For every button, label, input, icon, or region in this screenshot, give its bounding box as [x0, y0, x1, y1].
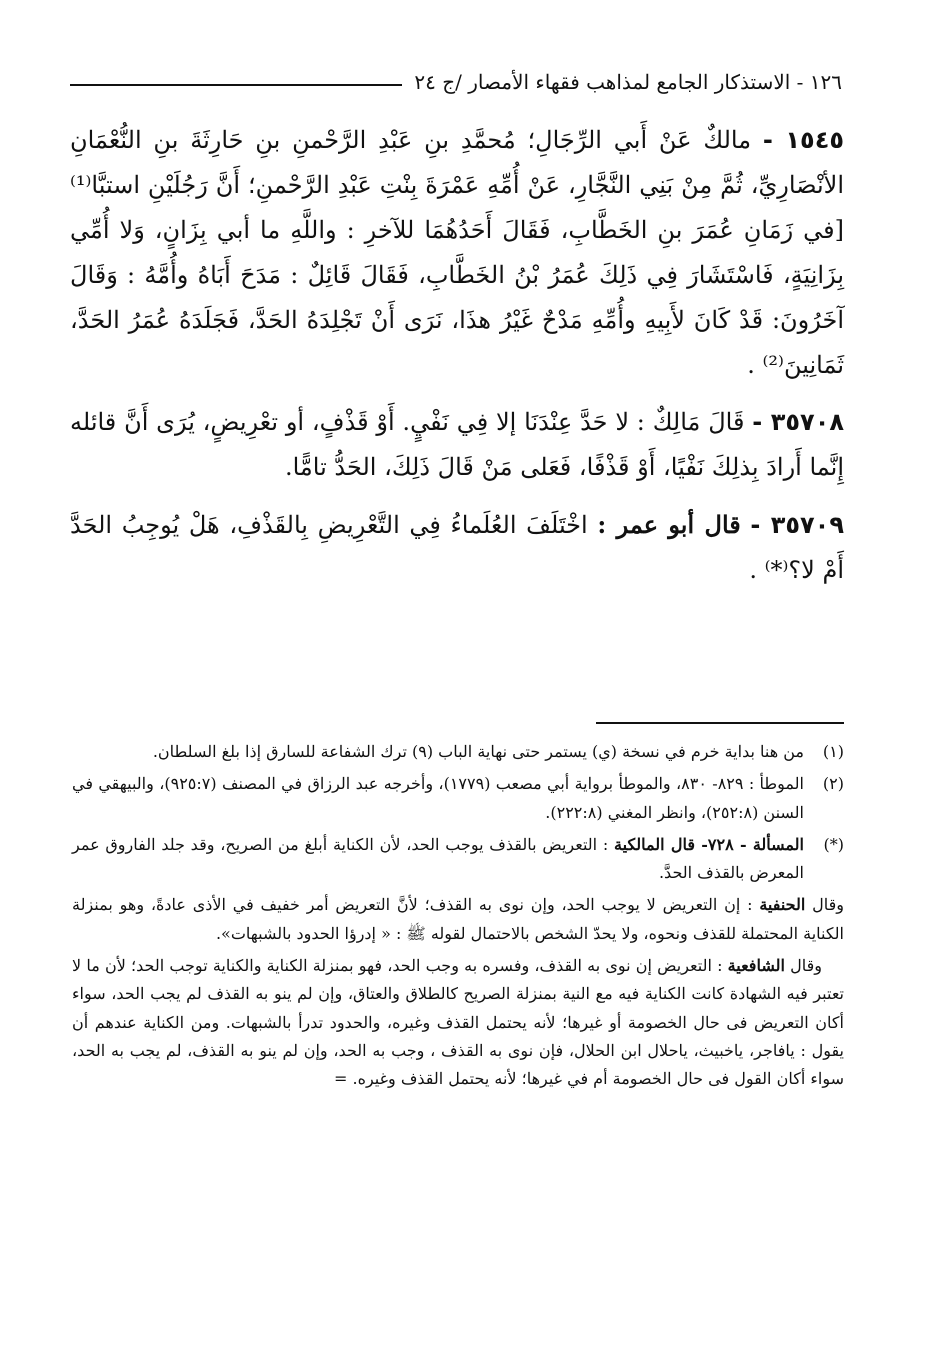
- footnote-star: [72, 831, 844, 888]
- paragraph-number: ٣٥٧٠٩ -: [750, 511, 844, 539]
- header-rule: [70, 84, 402, 86]
- footnote-bold-lead: المسألة - ٧٢٨- قال المالكية: [614, 834, 805, 854]
- speaker-label: قال أبو عمر :: [597, 510, 741, 539]
- hadith-paragraph: [70, 118, 844, 388]
- footnote-marker: (١): [822, 742, 844, 761]
- paragraph-text: مالكٌ عَنْ أَبي الرِّجَالِ؛ مُحمَّدِ بنِ عَبْدِ الرَّحْمنِ بنِ حَارِثَةَ بنِ النُّعْمَانِ الأنْصَارِيِّ، ثُمَّ مِنْ بَنِي النَّجَّارِ، عَنْ أُمِّهِ عَمْرَةَ بِنْتِ عَبْدِ الرَّحْمنِ؛ أَنَّ رَجُلَيْنِ استبَّا⁽¹⁾ [في زَمَانِ عُمَرَ بنِ الخَطَّابِ، فَقَالَ أَحَدُهُمَا للآخرِ : واللَّهِ ما أبي بِزَانٍ، وَلا أُمِّي بِزَانِيَةٍ، فَاسْتَشَارَ فِي ذَلِكَ عُمَرُ بْنُ الخَطَّابِ، فَقَالَ قَائِلٌ : مَدَحَ أَبَاهُ وأُمَّهُ : وَقَالَ آخَرُونَ: قَدْ كَانَ لأَبِيهِ وأُمِّهِ مَدْحٌ غَيْرُ هذَا، نَرَى أَنْ تَجْلِدَهُ الحَدَّ، فَجَلَدَهُ عُمَرُ الحَدَّ، ثَمَانِينَ⁽²⁾ .: [70, 126, 844, 379]
- footnote-text: : إن التعريض لا يوجب الحد، وإن نوى به القذف؛ لأنَّ التعريض أمر خفيف في الأذى عادةً، وهو بمنزلة الكناية المحتملة للقذف ونحوه، ولا يحدّ الشخص بالاحتمال لقوله ﷺ : « إدرؤا الحدود بالشبهات».: [72, 895, 844, 943]
- footnote-bold-lead: الحنفية: [759, 895, 806, 915]
- footnote-bold-lead: الشافعية: [727, 956, 785, 976]
- paragraph-number: ١٥٤٥ -: [762, 126, 844, 154]
- main-text: [70, 118, 844, 605]
- paragraph-text: اخْتَلَفَ العُلَماءُ فِي التَّعْرِيضِ بِالقَذْفِ، هَلْ يُوجِبُ الحَدَّ أَمْ لا؟⁽*⁾ .: [70, 511, 844, 584]
- footnote-text: : التعريض إن نوى به القذف، وفسره به وجب الحد، فهو بمنزلة الكناية والكناية توجب الحد؛ لأن ما لا تعتبر فيه الشهادة كانت الكناية فيه مع النية بمنزلة الصريح كالطلاق والعتاق، وإن لم ينو به القذف لم يجب الحد، سواء أكان التعريض فى حال الخصومة أو غيرها؛ لأنه يحتمل القذف وغيره، والحدود تدرأ بالشبهات. ومن الكناية عندهم أن يقول : يافاجر، ياخبيث، ياحلال ابن الحلال، فإن نوى به القذف ، وجب به الحد، وإن لم ينو به القذف، لم يجب به الحد، سواء أكان القول فى حال الخصومة أم في غيرها؛ لأنه يحتمل القذف وغيره. =: [72, 956, 844, 1089]
- footnote-text: : التعريض بالقذف يوجب الحد، لأن الكناية أبلغ من الصريح، وقد جلد الفاروق عمر المعرض بالقذف الحدَّ.: [72, 834, 804, 883]
- footnotes: [72, 738, 844, 1098]
- footnote-lead: وقال: [790, 956, 822, 976]
- footnote-2: [72, 770, 844, 827]
- running-title: ١٢٦ - الاستذكار الجامع لمذاهب فقهاء الأمصار /ج ٢٤: [414, 70, 842, 94]
- paragraph-number: ٣٥٧٠٨ -: [752, 408, 844, 436]
- footnote-text: الموطأ : ٨٢٩- ٨٣٠، والموطأ برواية أبي مصعب (١٧٧٩)، وأخرجه عبد الرزاق في المصنف (٩٢٥:٧)، والبيهقي في السنن (٢٥٢:٨)، وانظر المغني (٢٢٢:٨).: [72, 774, 805, 822]
- footnote-1: [72, 738, 844, 766]
- footnote-marker: (٢): [822, 774, 844, 794]
- footnote-text: من هنا بداية خرم في نسخة (ي) يستمر حتى نهاية الباب (٩) ترك الشفاعة للسارق إذا بلغ السلطان.: [152, 742, 804, 761]
- running-header: [70, 54, 842, 94]
- malik-paragraph: [70, 400, 844, 490]
- footnote-shafii: [72, 952, 844, 1093]
- footnote-hanafi: [72, 891, 844, 948]
- abu-umar-paragraph: [70, 502, 844, 593]
- paragraph-text: قَالَ مَالِكٌ : لا حَدَّ عِنْدَنَا إلا فِي نَفْيٍ. أَوْ قَذْفٍ، أو تعْرِيضٍ، يُرَى أَنَّ قائله إِنَّما أَرادَ بِذلِكَ نَفْيًا، أَوْ قَذْفًا، فَعَلى مَنْ قَالَ ذَلِكَ، الحَدُّ تامًّا.: [70, 408, 844, 481]
- footnote-lead: وقال: [812, 895, 844, 915]
- footnote-marker: (*): [823, 834, 844, 854]
- footnote-divider: [596, 722, 844, 724]
